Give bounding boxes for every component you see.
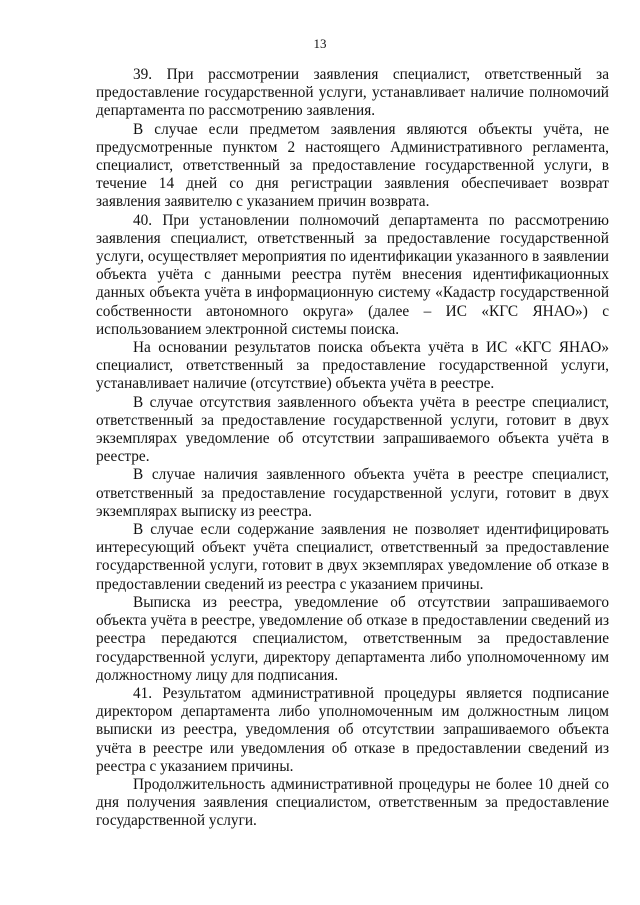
page-number: 13: [313, 36, 327, 51]
paragraph-extract: В случае наличия заявленного объекта учёта в реестре специалист, ответственный за предоставление государственной услуги, готовит в двух экземплярах выписку из реестра.: [96, 466, 609, 520]
paragraph-absence-notice: В случае отсутствия заявленного объекта учёта в реестре специалист, ответственный за предоставление государственной услуги, готовит в двух экземплярах уведомление об отсутствии запрашиваемого объекта учёта в реестре.: [96, 393, 609, 466]
paragraph-return-condition: В случае если предметом заявления являются объекты учёта, не предусмотренные пунктом 2 настоящего Административного регламента, специалист, ответственный за предоставление государственной услуги, в течение 14 дней со дня регистрации заявления обеспечивает возврат заявления заявителю с указанием причин возврата.: [96, 120, 609, 211]
paragraph-40: 40. При установлении полномочий департамента по рассмотрению заявления специалист, ответственный за предоставление государственной услуги, осуществляет мероприятия по идентификации указанного в заявлении объекта учёта с данными реестра путём внесения идентификационных данных объекта учёта в информационную систему «Кадастр государственной собственности автономного округа» (далее – ИС «КГС ЯНАО») с использованием электронной системы поиска.: [96, 211, 609, 338]
paragraph-39: 39. При рассмотрении заявления специалист, ответственный за предоставление государственной услуги, устанавливает наличие полномочий департамента по рассмотрению заявления.: [96, 66, 609, 120]
paragraph-refusal-notice: В случае если содержание заявления не позволяет идентифицировать интересующий объект учёта специалист, ответственный за предоставление государственной услуги, готовит в двух экземплярах уведомление об отказе в предоставлении сведений из реестра с указанием причины.: [96, 521, 609, 593]
paragraph-41: 41. Результатом административной процедуры является подписание директором департамента либо уполномоченным им должностным лицом выписки из реестра, уведомления об отсутствии запрашиваемого объекта учёта в реестре или уведомления об отказе в предоставлении сведений из реестра с указанием причины.: [96, 684, 609, 775]
document-body: [96, 66, 609, 831]
paragraph-signing: Выписка из реестра, уведомление об отсутствии запрашиваемого объекта учёта в реестре, уведомление об отказе в предоставлении сведений из реестра передаются специалистом, ответственным за предоставление государственной услуги, директору департамента либо уполномоченному им должностному лицу для подписания.: [96, 593, 609, 684]
paragraph-search-result: На основании результатов поиска объекта учёта в ИС «КГС ЯНАО» специалист, ответственный за предоставление государственной услуги, устанавливает наличие (отсутствие) объекта учёта в реестре.: [96, 339, 609, 393]
paragraph-duration: Продолжительность административной процедуры не более 10 дней со дня получения заявления специалистом, ответственным за предоставление государственной услуги.: [96, 775, 609, 830]
